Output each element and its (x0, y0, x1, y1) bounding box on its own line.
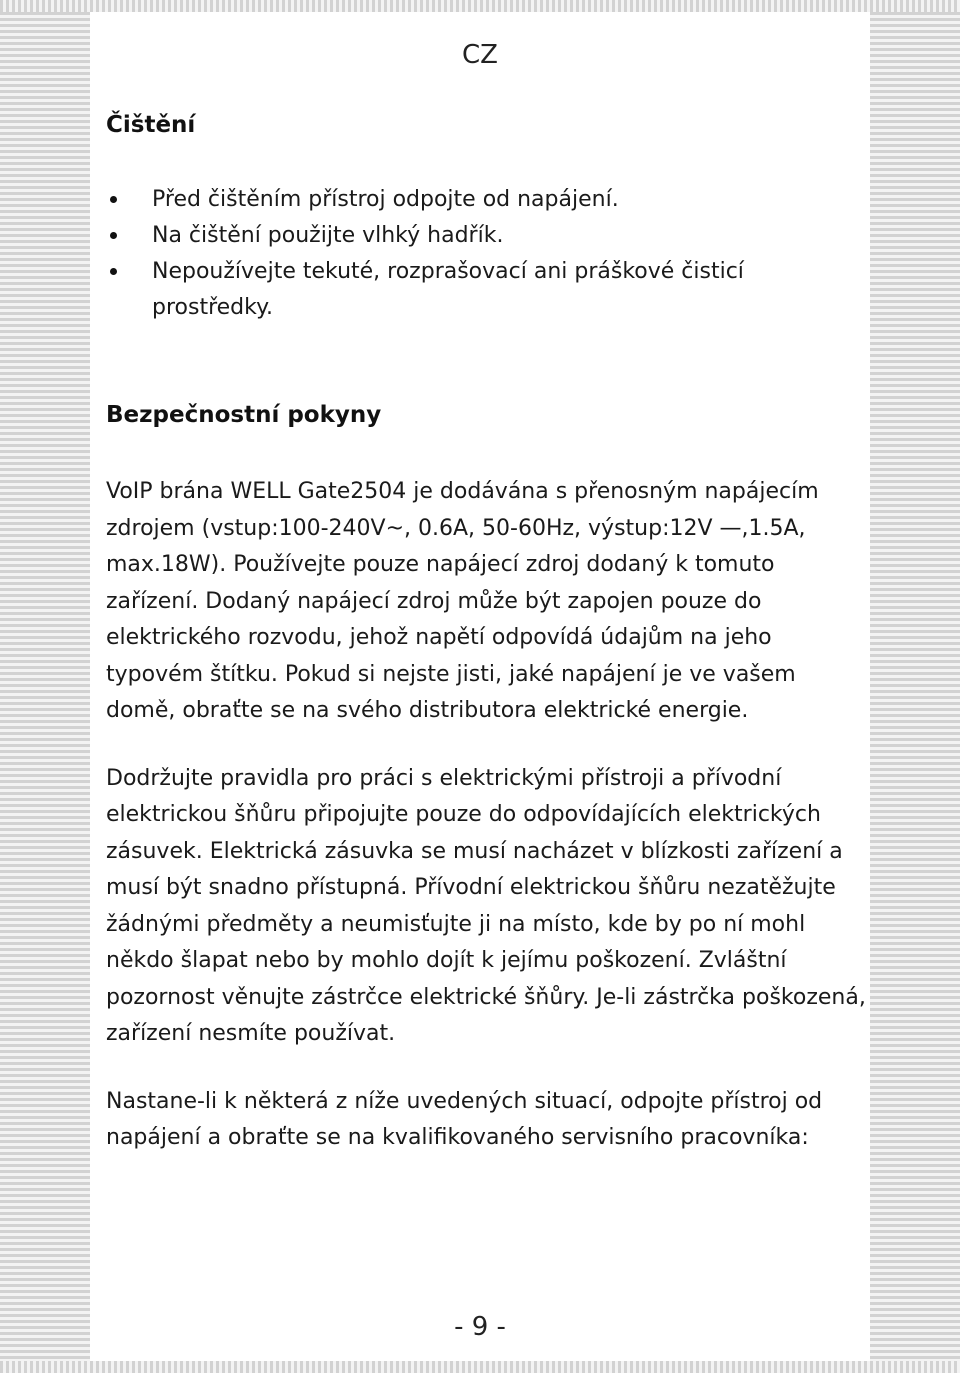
safety-paragraph-service: Nastane-li k některá z níže uvedených situací, odpojte přístroj od napájení a obraťte se na kvalifikovaného servisního pracovníka: (106, 1088, 823, 1150)
page-number: - 9 - (454, 1312, 506, 1342)
cleaning-item-damp-cloth: Na čištění použijte vlhký hadřík. (106, 218, 866, 254)
cleaning-item-no-cleaners: Nepoužívejte tekuté, rozprašovací ani práškové čisticí prostředky. (106, 254, 866, 326)
bottom-border-stripes (0, 1361, 960, 1373)
cleaning-list (106, 182, 866, 326)
safety-paragraph-power-cord: Dodržujte pravidla pro práci s elektrickými přístroji a přívodní elektrickou šňůru připojujte pouze do odpovídajících elektrických zásuvek. Elektrická zásuvka se musí nacházet v blízkosti zařízení a musí být snadno přístupná. Přívodní elektrickou šňůru nezatěžujte žádnými předměty a neumisťujte ji na místo, kde by po ní mohl někdo šlapat nebo by mohlo dojít k jejímu poškození. Zvláštní pozornost věnujte zástrčce elektrické šňůry. Je-li zástrčka poškozená, zařízení nesmíte používat. (106, 765, 866, 1046)
top-border-stripes (0, 0, 960, 12)
safety-heading: Bezpečnostní pokyny (106, 402, 382, 428)
page-content (106, 112, 866, 1157)
language-code: CZ (462, 40, 498, 70)
document-page (90, 12, 870, 1361)
cleaning-heading: Čištění (106, 112, 196, 138)
left-border-stripes (0, 0, 90, 1373)
safety-paragraph-power-supply: VoIP brána WELL Gate2504 je dodávána s přenosným napájecím zdrojem (vstup:100-240V~, 0.6A, 50-60Hz, výstup:12V —,1.5A, max.18W). Používejte pouze napájecí zdroj dodaný k tomuto zařízení. Dodaný napájecí zdroj může být zapojen pouze do elektrického rozvodu, jehož napětí odpovídá údajům na jeho typovém štítku. Pokud si nejste jisti, jaké napájení je ve vašem domě, obraťte se na svého distributora elektrické energie. (106, 479, 819, 723)
right-border-stripes (870, 0, 960, 1373)
cleaning-item-unplug: Před čištěním přístroj odpojte od napájení. (106, 182, 866, 218)
